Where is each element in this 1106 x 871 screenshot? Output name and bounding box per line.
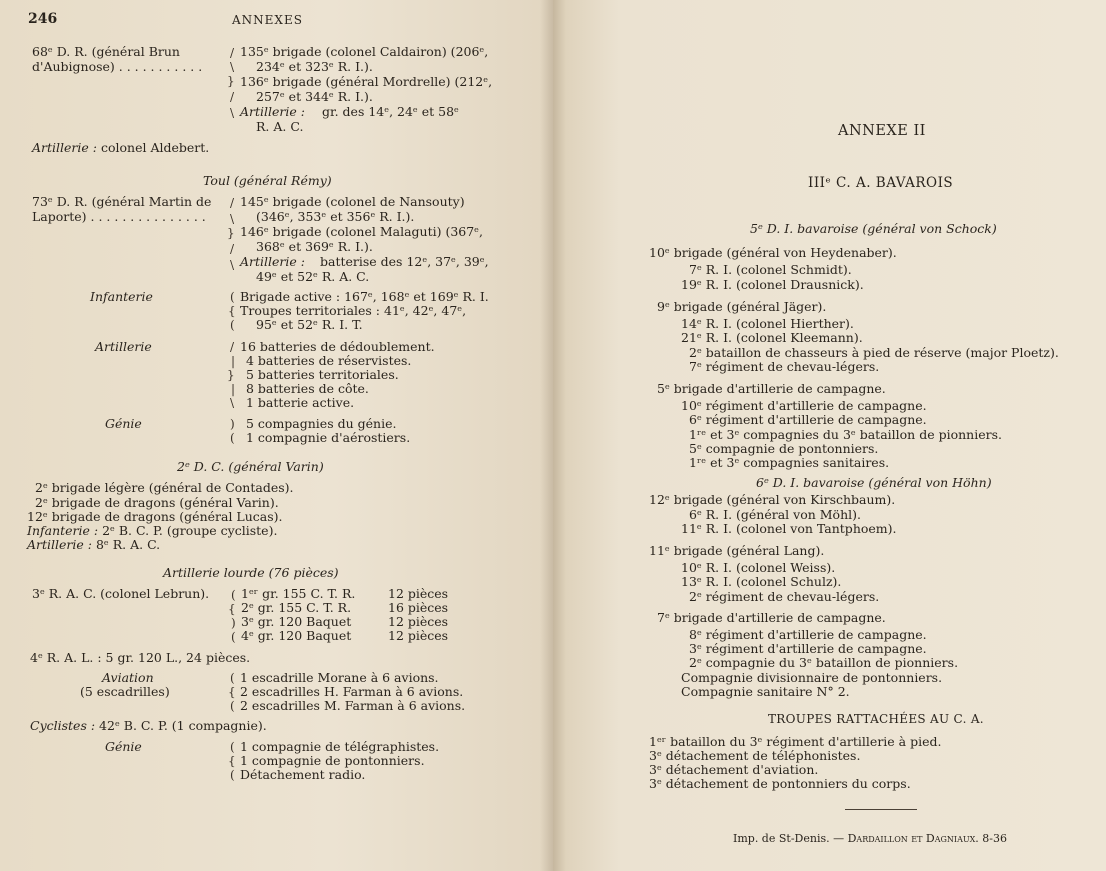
divider-rule <box>845 809 917 810</box>
artillerie-label: Artillerie <box>95 339 152 354</box>
d68-label-line-1: 68ᵉ D. R. (général Brun <box>32 44 180 59</box>
unit-line: 7ᵉ régiment de chevau-légers. <box>689 359 880 374</box>
rac3-unit: 2ᵉ gr. 155 C. T. R. <box>241 600 352 615</box>
brace-top: / <box>230 46 235 60</box>
brace-mid: { <box>228 754 236 768</box>
artillerie-line: 1 batterie active. <box>246 395 355 410</box>
d68-line: 257ᵉ et 344ᵉ R. I.). <box>256 89 373 104</box>
unit-line: 2ᵉ compagnie du 3ᵉ bataillon de pionniers. <box>689 655 959 670</box>
unit-line: 10ᵉ régiment d'artillerie de campagne. <box>681 398 927 413</box>
d73-line: 146ᵉ brigade (colonel Malaguti) (367ᵉ, <box>240 224 483 239</box>
unit-line: 1ʳᵉ et 3ᵉ compagnies du 3ᵉ bataillon de pionniers. <box>689 427 1002 442</box>
d73-line: 368ᵉ et 369ᵉ R. I.). <box>256 239 373 254</box>
brace-mid: \ <box>230 212 235 226</box>
unit-line: 6ᵉ régiment d'artillerie de campagne. <box>689 412 927 427</box>
unit-line: 11ᵉ R. I. (colonel von Tantphoem). <box>681 521 897 536</box>
brigade-9: 9ᵉ brigade (général Jäger). <box>657 299 827 314</box>
unit-line: Compagnie sanitaire N° 2. <box>681 684 850 699</box>
brace-mid: { <box>228 685 236 699</box>
d68-art-label: Artillerie : <box>240 104 305 119</box>
d68-line: 136ᵉ brigade (général Mordrelle) (212ᵉ, <box>240 74 493 89</box>
unit-line: 1ʳᵉ et 3ᵉ compagnies sanitaires. <box>689 455 890 470</box>
rac3-count: 12 pièces <box>388 628 449 643</box>
rac3-count: 16 pièces <box>388 600 449 615</box>
aviation-sub: (5 escadrilles) <box>80 684 170 699</box>
unit-line: 19ᵉ R. I. (colonel Drausnick). <box>681 277 864 292</box>
brace-bottom: ( <box>230 768 235 782</box>
brace-mid: } <box>227 74 235 88</box>
artillerie-line: 8 batteries de côte. <box>246 381 369 396</box>
unit-line: 7ᵉ R. I. (colonel Schmidt). <box>689 262 852 277</box>
aviation-line: 2 escadrilles M. Farman à 6 avions. <box>240 698 466 713</box>
right-page <box>553 0 1106 871</box>
brace-mid: ) <box>231 616 236 630</box>
unit-line: Compagnie divisionnaire de pontonniers. <box>681 670 943 685</box>
unit-line: 13ᵉ R. I. (colonel Schulz). <box>681 574 842 589</box>
brigade-7-artillerie: 7ᵉ brigade d'artillerie de campagne. <box>657 610 886 625</box>
brace-mid: \ <box>230 60 235 74</box>
brigade-10: 10ᵉ brigade (général von Heydenaber). <box>649 245 897 260</box>
unit-line: 14ᵉ R. I. (colonel Hierther). <box>681 316 854 331</box>
aviation-line: 2 escadrilles H. Farman à 6 avions. <box>240 684 464 699</box>
genie-line: 1 compagnie d'aérostiers. <box>246 430 411 445</box>
brace-mid: | <box>231 354 236 368</box>
dc-infanterie: Infanterie : 2ᵉ B. C. P. (groupe cycliste). <box>27 523 278 538</box>
toul-heading: Toul (général Rémy) <box>203 173 332 188</box>
aviation-label: Aviation <box>102 670 154 685</box>
brace-top: / <box>230 340 235 354</box>
brace-mid: / <box>230 242 235 256</box>
unit-line: 8ᵉ régiment d'artillerie de campagne. <box>689 627 927 642</box>
d73-label-line-1: 73ᵉ D. R. (général Martin de <box>32 194 212 209</box>
d73-art-label: Artillerie : <box>240 254 305 269</box>
dc-line: 12ᵉ brigade de dragons (général Lucas). <box>27 509 283 524</box>
d68-label-line-2: d'Aubignose) . . . . . . . . . . . <box>32 59 203 74</box>
brace-bottom: ( <box>230 318 235 332</box>
dc-line: 2ᵉ brigade de dragons (général Varin). <box>35 495 279 510</box>
unit-line: 21ᵉ R. I. (colonel Kleemann). <box>681 330 863 345</box>
infanterie-line: Brigade active : 167ᵉ, 168ᵉ et 169ᵉ R. I. <box>240 289 489 304</box>
brace-bottom: \ <box>230 106 235 120</box>
genie-line: 1 compagnie de pontonniers. <box>240 753 425 768</box>
unit-line: 3ᵉ régiment d'artillerie de campagne. <box>689 641 927 656</box>
genie-line: 1 compagnie de télégraphistes. <box>240 739 440 754</box>
d73-line: (346ᵉ, 353ᵉ et 356ᵉ R. I.). <box>256 209 415 224</box>
troupes-line: 1ᵉʳ bataillon du 3ᵉ régiment d'artillerie à pied. <box>649 734 942 749</box>
dc-line: 2ᵉ brigade légère (général de Contades). <box>35 480 294 495</box>
unit-line: 2ᵉ bataillon de chasseurs à pied de réserve (major Ploetz). <box>689 345 1059 360</box>
d73-label-line-2: Laporte) . . . . . . . . . . . . . . . <box>32 209 206 224</box>
brace-top: ( <box>230 740 235 754</box>
d73-line: 49ᵉ et 52ᵉ R. A. C. <box>256 269 370 284</box>
d68-line: 234ᵉ et 323ᵉ R. I.). <box>256 59 373 74</box>
brace-top: ) <box>230 417 235 431</box>
rac3-count: 12 pièces <box>388 586 449 601</box>
infanterie-line: Troupes territoriales : 41ᵉ, 42ᵉ, 47ᵉ, <box>240 303 467 318</box>
unit-line: 5ᵉ compagnie de pontonniers. <box>689 441 879 456</box>
genie-line: 5 compagnies du génie. <box>246 416 397 431</box>
brigade-12: 12ᵉ brigade (général von Kirschbaum). <box>649 492 896 507</box>
unit-line: 6ᵉ R. I. (général von Möhl). <box>689 507 861 522</box>
ral4-line: 4ᵉ R. A. L. : 5 gr. 120 L., 24 pièces. <box>30 650 251 665</box>
d68-line: gr. des 14ᵉ, 24ᵉ et 58ᵉ <box>322 104 459 119</box>
aviation-line: 1 escadrille Morane à 6 avions. <box>240 670 439 685</box>
running-header: ANNEXES <box>232 13 303 27</box>
troupes-line: 3ᵉ détachement d'aviation. <box>649 762 819 777</box>
d68-line: R. A. C. <box>256 119 304 134</box>
brigade-11: 11ᵉ brigade (général Lang). <box>649 543 825 558</box>
rac3-count: 12 pièces <box>388 614 449 629</box>
troupes-heading: TROUPES RATTACHÉES AU C. A. <box>768 712 984 726</box>
brace-mid: / <box>230 90 235 104</box>
genie-label: Génie <box>105 739 142 754</box>
infanterie-label: Infanterie <box>90 289 153 304</box>
brace-bottom: \ <box>230 258 235 272</box>
rac3-unit: 1ᵉʳ gr. 155 C. T. R. <box>241 586 356 601</box>
d73-line: batterise des 12ᵉ, 37ᵉ, 39ᵉ, <box>320 254 489 269</box>
d73-line: 145ᵉ brigade (colonel de Nansouty) <box>240 194 465 209</box>
di6-heading: 6ᵉ D. I. bavaroise (général von Höhn) <box>756 475 992 490</box>
brace-mid: | <box>231 382 236 396</box>
rac3-unit: 3ᵉ gr. 120 Baquet <box>241 614 352 629</box>
brace-bottom: ( <box>230 699 235 713</box>
unit-line: 2ᵉ régiment de chevau-légers. <box>689 589 880 604</box>
brace-mid: { <box>228 602 236 616</box>
brace-top: ( <box>230 671 235 685</box>
brigade-5-artillerie: 5ᵉ brigade d'artillerie de campagne. <box>657 381 886 396</box>
annex-title: ANNEXE II <box>838 123 926 139</box>
page-number: 246 <box>28 11 58 27</box>
brace-bottom: \ <box>230 396 235 410</box>
unit-line: 10ᵉ R. I. (colonel Weiss). <box>681 560 836 575</box>
book-gutter <box>540 0 566 871</box>
dc-heading: 2ᵉ D. C. (général Varin) <box>177 459 324 474</box>
d68-line: 135ᵉ brigade (colonel Caldairon) (206ᵉ, <box>240 44 489 59</box>
infanterie-line: 95ᵉ et 52ᵉ R. I. T. <box>256 317 363 332</box>
imprint: Imp. de St-Denis. — Dardaillon et Dagniaux. 8-36 <box>733 832 1008 845</box>
troupes-line: 3ᵉ détachement de téléphonistes. <box>649 748 861 763</box>
brace-top: ( <box>231 588 236 602</box>
artillerie-line: 5 batteries territoriales. <box>246 367 399 382</box>
brace-bottom: ( <box>230 431 235 445</box>
cyclistes-line: Cyclistes : 42ᵉ B. C. P. (1 compagnie). <box>30 718 267 733</box>
dc-artillerie: Artillerie : 8ᵉ R. A. C. <box>27 537 161 552</box>
artillerie-line: 4 batteries de réservistes. <box>246 353 412 368</box>
artillerie-commander: Artillerie : colonel Aldebert. <box>32 140 210 155</box>
troupes-line: 3ᵉ détachement de pontonniers du corps. <box>649 776 911 791</box>
brace-mid: { <box>228 304 236 318</box>
brace-top: ( <box>230 290 235 304</box>
brace-top: / <box>230 196 235 210</box>
brace-mid: } <box>227 368 235 382</box>
genie-label: Génie <box>105 416 142 431</box>
rac3-label: 3ᵉ R. A. C. (colonel Lebrun). <box>32 586 210 601</box>
brace-mid: } <box>227 226 235 240</box>
brace-bottom: ( <box>231 630 236 644</box>
artillerie-line: 16 batteries de dédoublement. <box>240 339 435 354</box>
genie-line: Détachement radio. <box>240 767 366 782</box>
annex-subtitle: IIIᵉ C. A. BAVAROIS <box>808 175 954 191</box>
lourde-heading: Artillerie lourde (76 pièces) <box>163 565 339 580</box>
rac3-unit: 4ᵉ gr. 120 Baquet <box>241 628 352 643</box>
di5-heading: 5ᵉ D. I. bavaroise (général von Schock) <box>750 221 997 236</box>
